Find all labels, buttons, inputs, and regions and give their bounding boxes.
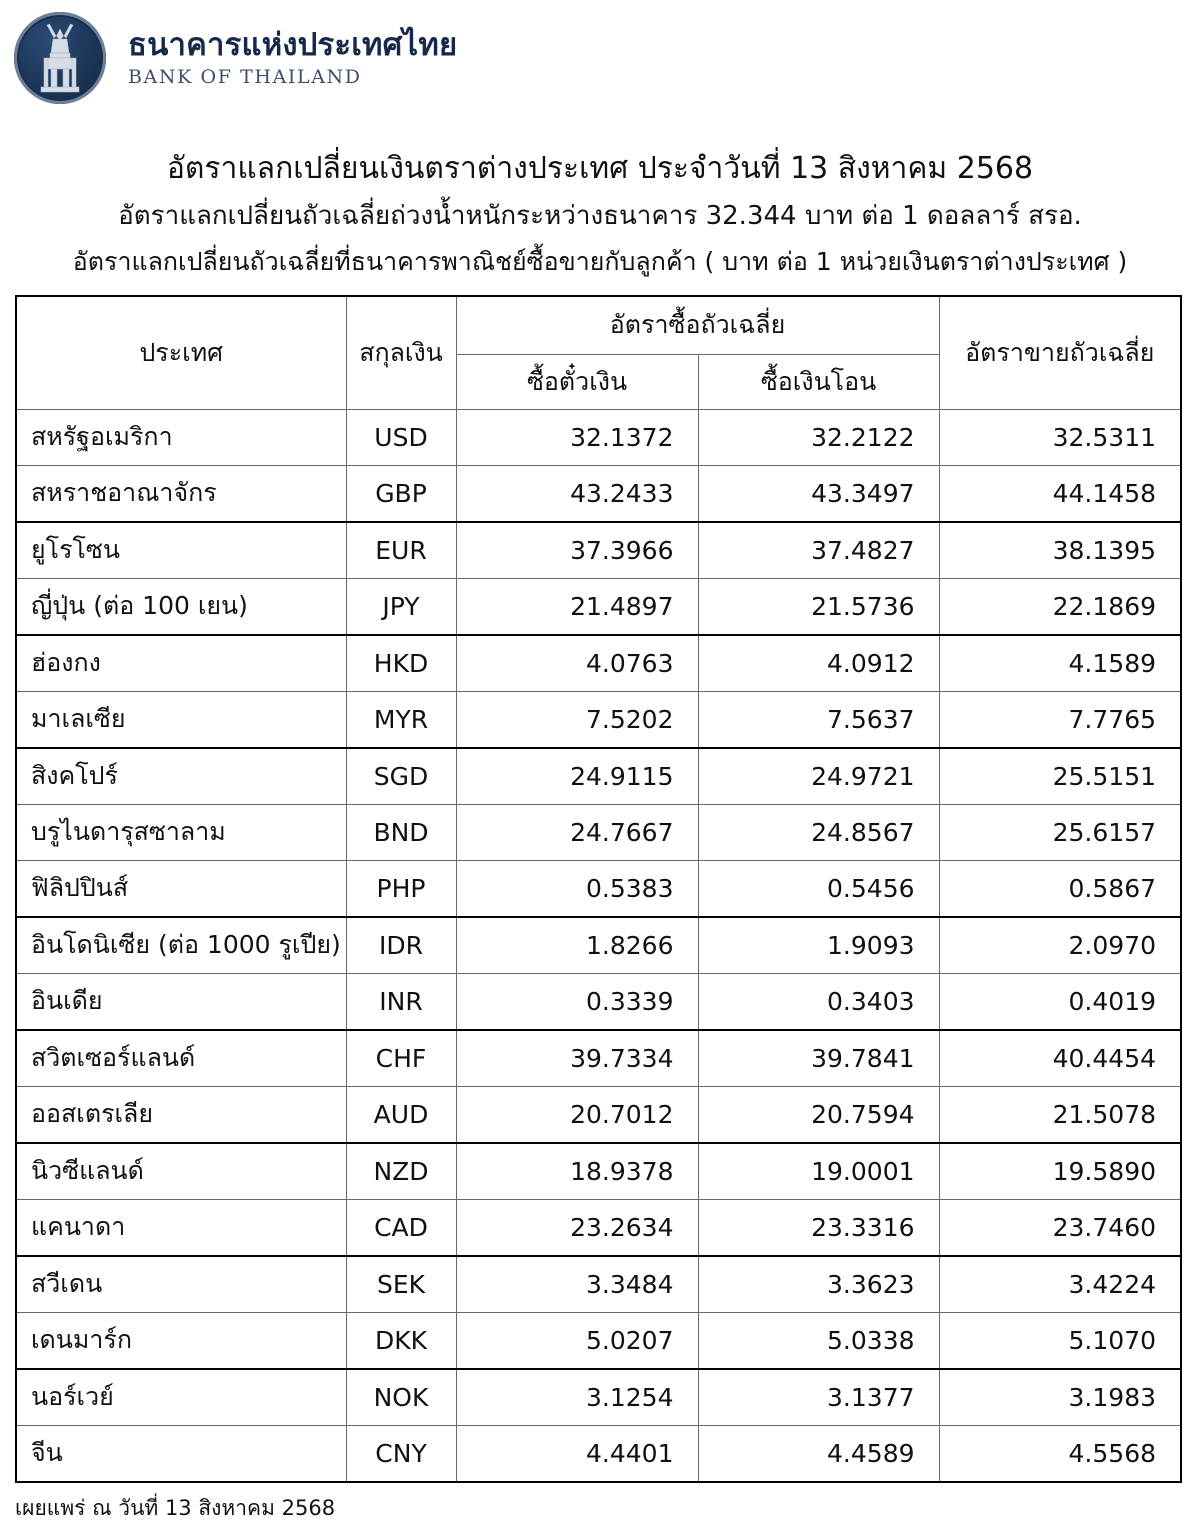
- cell-buying-bill: 24.7667: [456, 804, 698, 860]
- cell-currency-code: EUR: [346, 522, 456, 579]
- cell-currency-code: SGD: [346, 748, 456, 805]
- cell-buying-transfer: 3.3623: [698, 1256, 939, 1313]
- column-header-country: ประเทศ: [16, 296, 346, 410]
- cell-currency-code: CNY: [346, 1425, 456, 1482]
- cell-country: สหราชอาณาจักร: [16, 465, 346, 522]
- table-row: [16, 748, 1181, 805]
- cell-buying-bill: 20.7012: [456, 1086, 698, 1143]
- cell-buying-transfer: 32.2122: [698, 409, 939, 465]
- cell-country: ฟิลิปปินส์: [16, 860, 346, 917]
- cell-country: สิงคโปร์: [16, 748, 346, 805]
- cell-buying-transfer: 43.3497: [698, 465, 939, 522]
- cell-buying-bill: 23.2634: [456, 1199, 698, 1256]
- cell-buying-transfer: 7.5637: [698, 691, 939, 748]
- table-header-row-top: [16, 296, 1181, 355]
- table-row: [16, 1143, 1181, 1200]
- table-body: [16, 409, 1181, 1482]
- cell-currency-code: JPY: [346, 578, 456, 635]
- page-title: อัตราแลกเปลี่ยนเงินตราต่างประเทศ ประจำวันที่ 13 สิงหาคม 2568: [166, 151, 1034, 186]
- cell-country: สวีเดน: [16, 1256, 346, 1313]
- cell-currency-code: DKK: [346, 1312, 456, 1369]
- cell-selling: 44.1458: [939, 465, 1181, 522]
- cell-country: ออสเตรเลีย: [16, 1086, 346, 1143]
- column-header-buying-bill: ซื้อตั๋วเงิน: [456, 354, 698, 409]
- cell-buying-bill: 3.3484: [456, 1256, 698, 1313]
- cell-country: นิวซีแลนด์: [16, 1143, 346, 1200]
- cell-buying-bill: 0.5383: [456, 860, 698, 917]
- cell-selling: 22.1869: [939, 578, 1181, 635]
- cell-buying-transfer: 4.0912: [698, 635, 939, 692]
- cell-buying-bill: 4.0763: [456, 635, 698, 692]
- cell-buying-bill: 24.9115: [456, 748, 698, 805]
- cell-country: สวิตเซอร์แลนด์: [16, 1030, 346, 1087]
- table-row: [16, 1369, 1181, 1426]
- cell-selling: 0.4019: [939, 973, 1181, 1030]
- table-row: [16, 973, 1181, 1030]
- cell-buying-bill: 5.0207: [456, 1312, 698, 1369]
- cell-buying-transfer: 24.8567: [698, 804, 939, 860]
- cell-currency-code: AUD: [346, 1086, 456, 1143]
- table-row: [16, 1425, 1181, 1482]
- cell-country: จีน: [16, 1425, 346, 1482]
- cell-selling: 0.5867: [939, 860, 1181, 917]
- cell-buying-transfer: 1.9093: [698, 917, 939, 974]
- brand-name-english: BANK OF THAILAND: [128, 65, 362, 88]
- cell-buying-bill: 0.3339: [456, 973, 698, 1030]
- cell-buying-bill: 43.2433: [456, 465, 698, 522]
- cell-buying-bill: 39.7334: [456, 1030, 698, 1087]
- exchange-rate-table-container: [15, 295, 1180, 1483]
- cell-country: เดนมาร์ก: [16, 1312, 346, 1369]
- table-row: [16, 1086, 1181, 1143]
- exchange-rate-table: [15, 295, 1182, 1483]
- cell-buying-bill: 3.1254: [456, 1369, 698, 1426]
- cell-currency-code: NZD: [346, 1143, 456, 1200]
- cell-buying-transfer: 0.5456: [698, 860, 939, 917]
- cell-buying-bill: 18.9378: [456, 1143, 698, 1200]
- cell-country: อินเดีย: [16, 973, 346, 1030]
- table-row: [16, 917, 1181, 974]
- cell-selling: 3.1983: [939, 1369, 1181, 1426]
- table-row: [16, 691, 1181, 748]
- cell-buying-bill: 1.8266: [456, 917, 698, 974]
- cell-currency-code: INR: [346, 973, 456, 1030]
- cell-selling: 40.4454: [939, 1030, 1181, 1087]
- cell-currency-code: SEK: [346, 1256, 456, 1313]
- cell-selling: 5.1070: [939, 1312, 1181, 1369]
- cell-country: ญี่ปุ่น (ต่อ 100 เยน): [16, 578, 346, 635]
- commercial-bank-rate-subtitle: อัตราแลกเปลี่ยนถัวเฉลี่ยที่ธนาคารพาณิชย์ซื้อขายกับลูกค้า ( บาท ต่อ 1 หน่วยเงินตราต่างประเทศ ): [72, 246, 1128, 276]
- brand-name-thai: ธนาคารแห่งประเทศไทย: [128, 26, 458, 63]
- cell-currency-code: NOK: [346, 1369, 456, 1426]
- cell-selling: 32.5311: [939, 409, 1181, 465]
- table-row: [16, 578, 1181, 635]
- cell-currency-code: CHF: [346, 1030, 456, 1087]
- cell-selling: 25.5151: [939, 748, 1181, 805]
- cell-selling: 4.1589: [939, 635, 1181, 692]
- cell-currency-code: CAD: [346, 1199, 456, 1256]
- cell-selling: 38.1395: [939, 522, 1181, 579]
- cell-selling: 25.6157: [939, 804, 1181, 860]
- cell-currency-code: PHP: [346, 860, 456, 917]
- cell-buying-transfer: 0.3403: [698, 973, 939, 1030]
- table-header: [16, 296, 1181, 410]
- masthead: [0, 0, 1200, 102]
- cell-buying-transfer: 23.3316: [698, 1199, 939, 1256]
- table-row: [16, 522, 1181, 579]
- cell-selling: 2.0970: [939, 917, 1181, 974]
- cell-currency-code: GBP: [346, 465, 456, 522]
- cell-selling: 19.5890: [939, 1143, 1181, 1200]
- table-row: [16, 1312, 1181, 1369]
- cell-buying-transfer: 3.1377: [698, 1369, 939, 1426]
- brand-text: [128, 26, 458, 88]
- cell-currency-code: HKD: [346, 635, 456, 692]
- table-row: [16, 804, 1181, 860]
- table-row: [16, 409, 1181, 465]
- table-row: [16, 1030, 1181, 1087]
- cell-buying-bill: 7.5202: [456, 691, 698, 748]
- column-header-selling: อัตราขายถัวเฉลี่ย: [939, 296, 1181, 410]
- table-row: [16, 1256, 1181, 1313]
- cell-buying-transfer: 24.9721: [698, 748, 939, 805]
- cell-country: อินโดนิเซีย (ต่อ 1000 รูเปีย): [16, 917, 346, 974]
- cell-buying-transfer: 20.7594: [698, 1086, 939, 1143]
- bank-of-thailand-seal-icon: [14, 12, 106, 104]
- column-header-buying-transfer: ซื้อเงินโอน: [698, 354, 939, 409]
- cell-country: ยูโรโซน: [16, 522, 346, 579]
- table-row: [16, 635, 1181, 692]
- cell-country: สหรัฐอเมริกา: [16, 409, 346, 465]
- cell-country: มาเลเซีย: [16, 691, 346, 748]
- cell-buying-bill: 37.3966: [456, 522, 698, 579]
- cell-buying-transfer: 21.5736: [698, 578, 939, 635]
- cell-buying-bill: 32.1372: [456, 409, 698, 465]
- cell-buying-transfer: 37.4827: [698, 522, 939, 579]
- cell-currency-code: IDR: [346, 917, 456, 974]
- cell-buying-bill: 21.4897: [456, 578, 698, 635]
- cell-buying-transfer: 5.0338: [698, 1312, 939, 1369]
- cell-buying-transfer: 19.0001: [698, 1143, 939, 1200]
- cell-currency-code: BND: [346, 804, 456, 860]
- cell-buying-transfer: 39.7841: [698, 1030, 939, 1087]
- cell-country: ฮ่องกง: [16, 635, 346, 692]
- cell-country: บรูไนดารุสซาลาม: [16, 804, 346, 860]
- cell-currency-code: MYR: [346, 691, 456, 748]
- table-row: [16, 465, 1181, 522]
- cell-currency-code: USD: [346, 409, 456, 465]
- cell-selling: 7.7765: [939, 691, 1181, 748]
- cell-selling: 3.4224: [939, 1256, 1181, 1313]
- published-date: เผยแพร่ ณ วันที่ 13 สิงหาคม 2568: [15, 1495, 336, 1520]
- interbank-rate-subtitle: อัตราแลกเปลี่ยนถัวเฉลี่ยถ่วงน้ำหนักระหว่างธนาคาร 32.344 บาท ต่อ 1 ดอลลาร์ สรอ.: [118, 201, 1082, 232]
- table-row: [16, 1199, 1181, 1256]
- cell-buying-bill: 4.4401: [456, 1425, 698, 1482]
- cell-selling: 21.5078: [939, 1086, 1181, 1143]
- cell-country: แคนาดา: [16, 1199, 346, 1256]
- cell-buying-transfer: 4.4589: [698, 1425, 939, 1482]
- cell-country: นอร์เวย์: [16, 1369, 346, 1426]
- column-header-currency: สกุลเงิน: [346, 296, 456, 410]
- column-header-buying-group: อัตราซื้อถัวเฉลี่ย: [456, 296, 939, 355]
- page-titles: [0, 150, 1200, 278]
- cell-selling: 4.5568: [939, 1425, 1181, 1482]
- cell-selling: 23.7460: [939, 1199, 1181, 1256]
- table-row: [16, 860, 1181, 917]
